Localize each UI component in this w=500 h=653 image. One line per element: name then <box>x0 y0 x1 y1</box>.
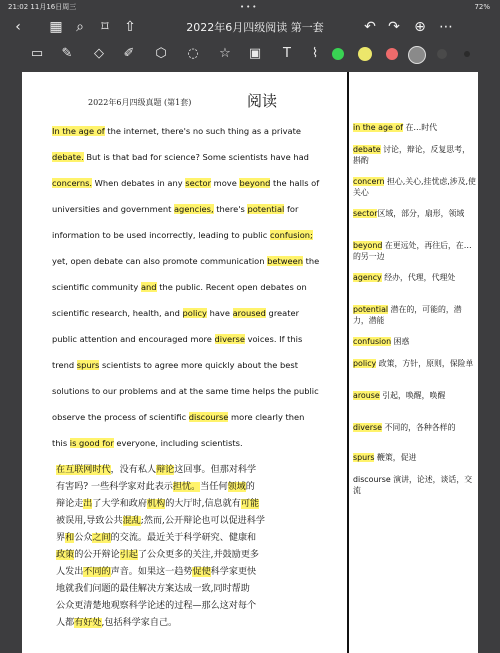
text-run: 地就我们问题的最佳解决方案达成一致,同时帮助 <box>56 584 250 594</box>
text-line <box>52 248 344 274</box>
highlighted-phrase: agencies, <box>173 204 214 214</box>
highlighted-phrase: discourse <box>188 412 229 422</box>
vocab-definition: 不同的，各种各样的 <box>381 423 456 432</box>
battery-indicator: 72% <box>474 3 490 11</box>
multitask-dots[interactable]: ••• <box>240 3 259 11</box>
text-run: there's <box>213 204 248 214</box>
search-icon[interactable]: ⌕ <box>76 19 84 35</box>
text-run: 了大学和政府 <box>92 499 147 509</box>
text-run: information to be used incorrectly, leading to public <box>52 230 270 240</box>
highlighted-phrase: 领域 <box>227 482 246 492</box>
undo-icon[interactable]: ↶ <box>364 19 376 35</box>
text-line <box>56 581 344 598</box>
text-run: 科学家更快 <box>210 567 257 577</box>
highlighter-icon[interactable]: ✐ <box>123 46 135 61</box>
text-line <box>56 462 344 479</box>
text-line <box>52 118 344 144</box>
text-run: voices. If this <box>244 334 303 344</box>
vocab-note <box>353 304 477 326</box>
add-page-icon[interactable]: ⊕ <box>414 19 426 35</box>
vocab-term: concern <box>353 177 385 186</box>
color-swatch-green[interactable] <box>332 48 344 60</box>
highlighted-phrase: spurs <box>76 360 100 370</box>
text-line <box>52 404 344 430</box>
text-run: everyone, including scientists. <box>113 438 243 448</box>
text-run: the internet, there's no such thing as a private <box>104 126 301 136</box>
text-run: 人都 <box>56 618 75 628</box>
text-line <box>52 222 344 248</box>
text-run: But is that bad for science? Some scientists have had <box>83 152 309 162</box>
vocab-note <box>353 358 477 369</box>
text-run: the <box>303 256 320 266</box>
text-run: solutions to our problems and at the same time helps the public <box>52 386 319 396</box>
text-line <box>56 479 344 496</box>
text-line <box>52 196 344 222</box>
column-divider <box>347 72 349 653</box>
text-line <box>52 300 344 326</box>
vocab-term: potential <box>353 305 389 314</box>
vocab-term: arouse <box>353 391 380 400</box>
highlighted-phrase: aroused <box>232 308 266 318</box>
highlighted-phrase: 有好处 <box>74 618 102 628</box>
status-time-date: 21:02 11月16日周三 <box>8 3 77 11</box>
highlighted-phrase: 混乱 <box>122 516 141 526</box>
vocab-note <box>353 176 477 198</box>
text-line <box>52 170 344 196</box>
vocab-term: agency <box>353 273 382 282</box>
text-run: 了公众更多的关注,并鼓励更多 <box>137 550 260 560</box>
text-run: 的 <box>245 482 255 492</box>
color-swatch-yellow[interactable] <box>358 47 372 61</box>
highlighted-phrase: between <box>267 256 303 266</box>
vocab-term: diverse <box>353 423 382 432</box>
highlighted-phrase: 担忧。 <box>172 482 201 492</box>
image-icon[interactable]: ▣ <box>248 46 262 61</box>
vocab-term: spurs <box>353 453 375 462</box>
sidebar-toggle-icon[interactable]: ▭ <box>30 46 44 61</box>
text-run: 公众更清楚地观察科学论述的过程—那么这对每个 <box>56 601 257 611</box>
vocab-note <box>353 452 477 463</box>
more-icon[interactable]: ⋯ <box>439 19 453 35</box>
highlighted-phrase: 促使 <box>192 567 211 577</box>
vocab-definition: 政策，方针，原则，保险单 <box>376 359 474 368</box>
notebook-page[interactable] <box>22 72 478 653</box>
text-run: move <box>211 178 240 188</box>
highlighted-phrase: 政策 <box>56 550 75 560</box>
lasso-icon[interactable]: ⬡ <box>155 46 167 61</box>
vocab-note <box>353 272 477 283</box>
highlighted-phrase: 机构 <box>146 499 166 509</box>
text-run: the halls of <box>270 178 320 188</box>
text-run: universities and government <box>52 204 174 214</box>
text-run: 的大厅时,信息就有 <box>165 499 241 509</box>
text-line <box>56 564 344 581</box>
vocab-term: policy <box>353 359 377 368</box>
highlighted-phrase: debate. <box>52 152 84 162</box>
highlighted-phrase: is good for <box>69 438 114 448</box>
grid-icon[interactable]: ▦ <box>49 19 63 35</box>
highlighted-phrase: 在互联网时代 <box>56 465 111 475</box>
highlighted-phrase: and <box>140 282 157 292</box>
vocab-note <box>353 390 477 401</box>
vocab-note <box>353 422 477 433</box>
highlighted-phrase: 和 <box>65 533 75 543</box>
text-run: scientific community <box>52 282 141 292</box>
text-line <box>52 430 344 456</box>
text-line <box>52 352 344 378</box>
redo-icon[interactable]: ↷ <box>388 19 400 35</box>
vocab-definition: 引起，唤醒，唤醒 <box>379 391 446 400</box>
vocab-note <box>353 474 477 496</box>
text-run: greater <box>265 308 300 318</box>
highlighted-phrase: diverse <box>214 334 245 344</box>
highlighted-phrase: 出 <box>83 499 93 509</box>
text-run: 被误用,导致公共 <box>56 516 123 526</box>
text-run: When debates in any <box>92 178 186 188</box>
text-line <box>52 378 344 404</box>
stroke-size-dot[interactable] <box>464 51 470 57</box>
text-run: ，没有私人 <box>110 465 157 475</box>
vocab-definition: 在…时代 <box>402 123 438 132</box>
shape-icon[interactable]: ◌ <box>187 46 199 61</box>
text-run: 这回事。但那对科学 <box>174 465 257 475</box>
text-run: more clearly then <box>228 412 305 422</box>
text-line <box>56 496 344 513</box>
pen-icon[interactable]: ✎ <box>61 46 73 61</box>
vocab-definition: 困惑 <box>391 337 410 346</box>
text-line <box>52 326 344 352</box>
text-run: 辩论走 <box>56 499 84 509</box>
vocab-definition: 经办，代理，代理处 <box>381 273 456 282</box>
text-run: this <box>52 438 70 448</box>
vocab-definition: 在更远处，再往后，在…的另一边 <box>353 241 472 261</box>
vocab-definition: discourse 演讲，论述，谈话，交流 <box>353 475 473 495</box>
highlighted-phrase: potential <box>247 204 285 214</box>
color-swatch-dark-gray[interactable] <box>437 49 447 59</box>
highlighted-phrase: 之间 <box>92 533 111 543</box>
highlighted-phrase: confusion; <box>270 230 313 240</box>
text-run: the public. Recent open debates on <box>156 282 307 292</box>
text-run: 声音。如果这一趋势 <box>110 567 193 577</box>
text-run: for <box>284 204 299 214</box>
vocab-term: confusion <box>353 337 392 346</box>
text-line <box>52 274 344 300</box>
tool-bar <box>0 40 500 68</box>
text-run: scientific research, health, and <box>52 308 183 318</box>
status-bar <box>0 0 500 14</box>
vocab-note <box>353 144 477 166</box>
text-run: scientists to agree more quickly about the best <box>99 360 298 370</box>
text-line <box>56 530 344 547</box>
text-run: 当任何 <box>200 482 228 492</box>
vocab-note <box>353 336 477 347</box>
sticker-icon[interactable]: ☆ <box>219 46 231 61</box>
english-passage <box>52 118 344 456</box>
highlighted-phrase: beyond <box>239 178 271 188</box>
back-icon[interactable]: ‹ <box>15 19 21 35</box>
vocab-note <box>353 240 477 262</box>
highlighted-phrase: In the age of <box>52 126 105 136</box>
vocab-definition: 担心,关心,挂忧虑,涉及,使关心 <box>353 177 476 197</box>
highlighted-phrase: 可能 <box>240 499 260 509</box>
vocab-term: sector <box>353 209 378 218</box>
text-line <box>56 513 344 530</box>
laser-pointer-icon[interactable]: ⌇ <box>311 46 319 61</box>
share-icon[interactable]: ⇧ <box>124 19 136 35</box>
page-subtitle: 2022年6月四级真题 (第1套) <box>88 98 192 107</box>
text-line <box>56 598 344 615</box>
text-run: yet, open debate can also promote communication <box>52 256 268 266</box>
chinese-translation <box>56 462 344 632</box>
bookmark-icon[interactable]: ⌑ <box>101 19 109 35</box>
text-run: 界 <box>56 533 66 543</box>
vocab-definition: 潜在的，可能的，潜力，潜能 <box>353 305 462 325</box>
nav-bar <box>0 14 500 40</box>
highlighted-phrase: 不同的 <box>83 567 111 577</box>
highlighted-phrase: sector <box>185 178 212 188</box>
vocab-definition: 区域，部分，扇形，领域 <box>377 209 465 218</box>
text-line <box>56 615 344 632</box>
highlighted-phrase: 引起 <box>119 550 138 560</box>
text-run: ,包括科学家自己。 <box>101 618 178 628</box>
vocab-definition: 鞭策，促进 <box>374 453 417 462</box>
page-title: 阅读 <box>247 92 278 110</box>
vocab-note <box>353 208 477 219</box>
text-run: have <box>206 308 233 318</box>
text-run: trend <box>52 360 77 370</box>
eraser-icon[interactable]: ◇ <box>94 46 104 61</box>
highlighted-phrase: policy <box>182 308 207 318</box>
vocab-term: debate <box>353 145 381 154</box>
text-run: 人发出 <box>56 567 84 577</box>
vocab-definition: 讨论，辩论，反复思考，斟酌 <box>353 145 470 165</box>
color-swatch-red[interactable] <box>386 48 398 60</box>
text-run: ;然而,公开辩论也可以促进科学 <box>140 516 265 526</box>
highlighted-phrase: 辩论 <box>156 465 175 475</box>
vocab-term: beyond <box>353 241 383 250</box>
color-swatch-gray-selected[interactable] <box>408 46 426 64</box>
text-run: observe the process of scientific <box>52 412 189 422</box>
highlighted-phrase: concerns. <box>52 178 93 188</box>
text-run: public attention and encouraged more <box>52 334 215 344</box>
text-run: 的公开辩论 <box>74 550 120 560</box>
vocab-term: in the age of <box>353 123 403 132</box>
text-run: 公众 <box>74 533 93 543</box>
document-title: 2022年6月四级阅读 第一套 <box>186 21 324 34</box>
text-line <box>52 144 344 170</box>
text-run: 有害吗? 一些科学家对此表示 <box>56 482 173 492</box>
text-icon[interactable]: T <box>283 46 291 61</box>
text-line <box>56 547 344 564</box>
text-run: 的交流。最近关于科学研究、健康和 <box>110 533 257 543</box>
vocab-note <box>353 122 477 133</box>
